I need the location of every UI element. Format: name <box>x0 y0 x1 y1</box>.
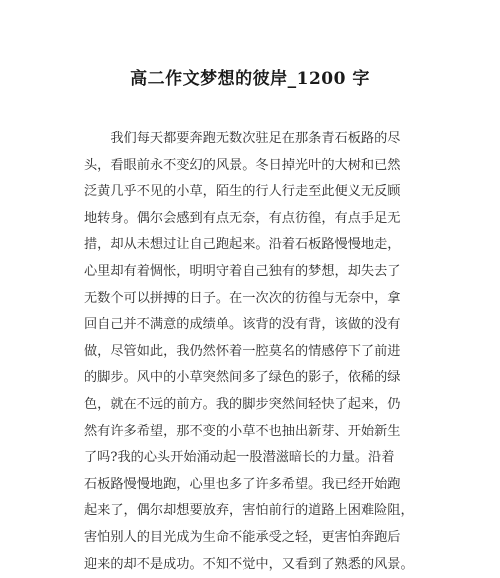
essay-line: 回自己并不满意的成绩单。该背的没有背，该做的没有 <box>84 312 424 339</box>
essay-line: 起来了，偶尔却想要放弃，害怕前行的道路上困难险阻， <box>84 498 424 525</box>
essay-line: 害怕别人的目光成为生命不能承受之轻，更害怕奔跑后 <box>84 525 424 552</box>
essay-body <box>84 126 424 578</box>
essay-line: 然有许多希望，那不变的小草不也抽出新芽、开始新生 <box>84 419 424 446</box>
essay-line: 做，尽管如此，我仍然怀着一腔莫名的情感停下了前进 <box>84 339 424 366</box>
essay-line: 迎来的却不是成功。不知不觉中，又看到了熟悉的风景。 <box>84 552 424 578</box>
essay-line: 措，却从未想过让自己跑起来。沿着石板路慢慢地走， <box>84 232 424 259</box>
essay-line: 头，看眼前永不变幻的风景。冬日掉光叶的大树和已然 <box>84 153 424 180</box>
essay-line: 我们每天都要奔跑无数次驻足在那条青石板路的尽 <box>84 126 424 153</box>
essay-line: 石板路慢慢地跑，心里也多了许多希望。我已经开始跑 <box>84 472 424 499</box>
essay-line: 泛黄几乎不见的小草，陌生的行人行走至此便义无反顾 <box>84 179 424 206</box>
essay-line: 无数个可以拼搏的日子。在一次次的彷徨与无奈中，拿 <box>84 286 424 313</box>
essay-line: 心里却有着惆怅，明明守着自己独有的梦想，却失去了 <box>84 259 424 286</box>
essay-line: 色，就在不远的前方。我的脚步突然间轻快了起来，仍 <box>84 392 424 419</box>
essay-line: 了吗?我的心头开始涌动起一股潜滋暗长的力量。沿着 <box>84 445 424 472</box>
document-title: 高二作文梦想的彼岸_1200 字 <box>0 66 500 92</box>
essay-line: 的脚步。风中的小草突然间多了绿色的影子，依稀的绿 <box>84 365 424 392</box>
essay-line: 地转身。偶尔会感到有点无奈，有点彷徨，有点手足无 <box>84 206 424 233</box>
